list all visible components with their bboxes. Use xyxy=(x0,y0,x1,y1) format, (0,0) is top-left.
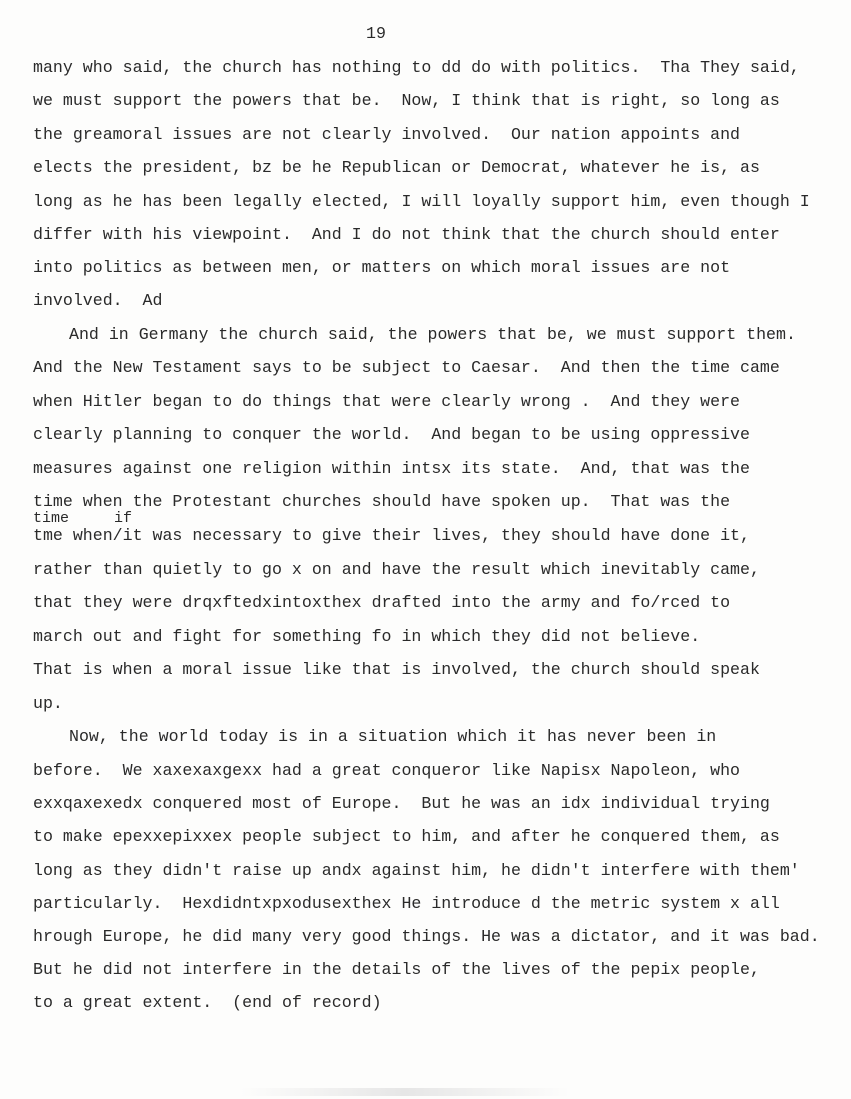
text-line: that they were drqxftedxintoxthex drafted into the army and fo/rced to xyxy=(33,593,731,612)
text-line: march out and fight for something fo in which they did not believe. xyxy=(33,627,701,646)
text-line: And the New Testament says to be subject to Caesar. And then the time came xyxy=(33,358,780,377)
text-line: That is when a moral issue like that is involved, the church should speak xyxy=(33,660,760,679)
text-line: rather than quietly to go x on and have the result which inevitably came, xyxy=(33,560,760,579)
text-line: long as he has been legally elected, I will loyally support him, even though I xyxy=(33,192,810,211)
text-line: many who said, the church has nothing to dd do with politics. Tha They said, xyxy=(33,58,800,77)
text-line: But he did not interfere in the details of the lives of the pepix people, xyxy=(33,960,760,979)
text-line: clearly planning to conquer the world. And began to be using oppressive xyxy=(33,425,750,444)
text-line: to make epexxepixxex people subject to him, and after he conquered them, as xyxy=(33,827,780,846)
text-line: Now, the world today is in a situation which it has never been in xyxy=(69,727,717,746)
page-number: 19 xyxy=(366,24,386,43)
text-line: particularly. Hexdidntxpxodusexthex He introduce d the metric system x all xyxy=(33,894,780,913)
text-line: the greamoral issues are not clearly involved. Our nation appoints and xyxy=(33,125,741,144)
text-line: long as they didn't raise up andx against him, he didn't interfere with them' xyxy=(33,861,800,880)
text-line: when Hitler began to do things that were clearly wrong . And they were xyxy=(33,392,741,411)
text-line: hrough Europe, he did many very good things. He was a dictator, and it was bad. xyxy=(33,927,820,946)
text-line: time when the Protestant churches should have spoken up. That was the xyxy=(33,492,731,511)
text-line: we must support the powers that be. Now, I think that is right, so long as xyxy=(33,91,780,110)
text-line: elects the president, bz be he Republican or Democrat, whatever he is, as xyxy=(33,158,760,177)
text-line: tme when/it was necessary to give their lives, they should have done it, xyxy=(33,526,750,545)
text-line: up. xyxy=(33,694,63,713)
text-line: differ with his viewpoint. And I do not think that the church should enter xyxy=(33,225,780,244)
text-line: into politics as between men, or matters on which moral issues are not xyxy=(33,258,731,277)
text-line: measures against one religion within intsx its state. And, that was the xyxy=(33,459,750,478)
text-line: exxqaxexedx conquered most of Europe. But he was an idx individual trying xyxy=(33,794,770,813)
text-line: And in Germany the church said, the powers that be, we must support them. xyxy=(69,325,796,344)
scan-smudge xyxy=(240,1088,570,1096)
text-line: involved. Ad xyxy=(33,291,163,310)
interlinear-insertion: time if xyxy=(33,510,133,527)
text-line: to a great extent. (end of record) xyxy=(33,993,382,1012)
text-line: before. We xaxexaxgexx had a great conqueror like Napisx Napoleon, who xyxy=(33,761,741,780)
